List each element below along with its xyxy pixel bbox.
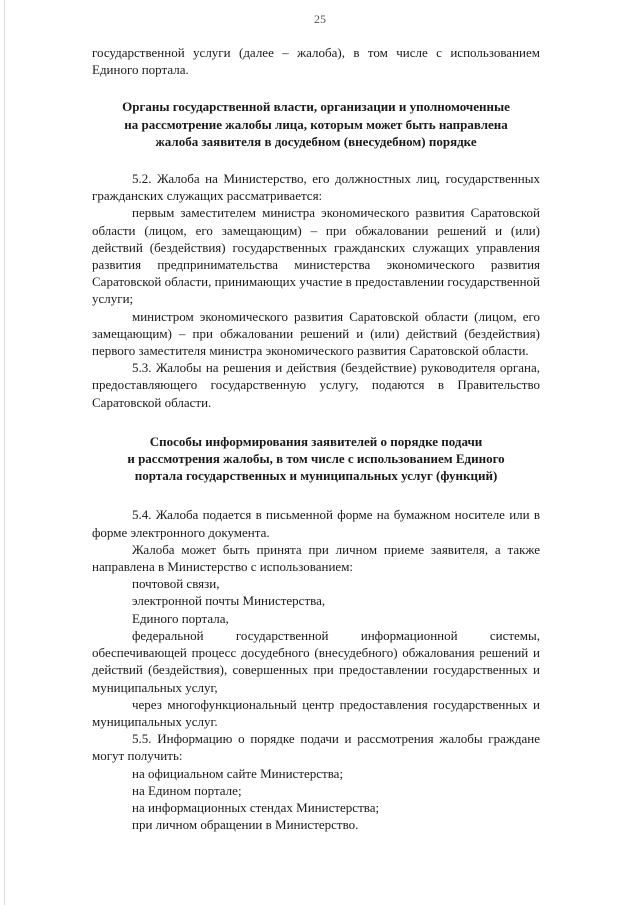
heading-line: Способы информирования заявителей о порядке подачи	[149, 433, 483, 449]
page-number: 25	[314, 12, 326, 26]
heading-line: Органы государственной власти, организации и уполномоченные	[122, 99, 510, 115]
list-item: на информационных стендах Министерства;	[132, 799, 380, 815]
paragraph-5-2: 5.2. Жалоба на Министерство, его должностных лиц, государственных гражданских служащих рассматривается:	[92, 171, 540, 204]
paragraph-5-4: 5.4. Жалоба подается в письменной форме на бумажном носителе или в форме электронного документа.	[92, 507, 540, 540]
list-item-first-deputy: первым заместителем министра экономического развития Саратовской области (лицом, его замещающим) – при обжаловании решений и (или) действий (бездействия) государственных гражданских служащих управления развития предпринимательства министерства экономического развития Саратовской области, принимающих участие в предоставлении государственной услуги;	[92, 205, 540, 307]
paragraph-submission-channels: Жалоба может быть принята при личном приеме заявителя, а также направлена в Министерство с использованием:	[92, 541, 540, 575]
section-heading-informing-methods	[92, 433, 540, 485]
list-item: почтовой связи,	[132, 576, 220, 592]
paragraph-5-5: 5.5. Информацию о порядке подачи и рассмотрения жалобы граждане могут получить:	[92, 731, 540, 764]
heading-line: и рассмотрения жалобы, в том числе с использованием Единого	[127, 451, 505, 467]
heading-line: портала государственных и муниципальных услуг (функций)	[134, 468, 498, 484]
heading-line: жалоба заявителя в досудебном (внесудебном) порядке	[155, 133, 477, 149]
list-item: электронной почты Министерства,	[132, 593, 326, 609]
page-content	[92, 44, 540, 833]
list-item: Единого портала,	[132, 610, 229, 626]
intro-paragraph: государственной услуги (далее – жалоба), в том числе с использованием Единого портала.	[92, 45, 540, 78]
list-item: через многофункциональный центр предоставления государственных и муниципальных услуг.	[92, 696, 540, 729]
list-item: на официальном сайте Министерства;	[132, 765, 344, 781]
heading-line: на рассмотрение жалобы лица, которым может быть направлена	[124, 116, 508, 132]
paragraph-5-3: 5.3. Жалобы на решения и действия (бездействие) руководителя органа, предоставляющего государственную услугу, подаются в Правительство Саратовской области.	[92, 360, 540, 410]
list-item: на Едином портале;	[132, 782, 242, 798]
list-item-minister: министром экономического развития Саратовской области (лицом, его замещающим) – при обжаловании решений и (или) действий (бездействия) первого заместителя министра экономического развития Саратовской области.	[92, 308, 540, 359]
section-heading-complaint-bodies	[92, 98, 540, 150]
list-item: при личном обращении в Министерство.	[132, 817, 359, 833]
page-edge-line	[4, 0, 5, 905]
list-item: федеральной государственной информационной системы, обеспечивающей процесс досудебного (внесудебного) обжалования решений и действий (бездействия), совершенных при предоставлении государственных и муниципальных услуг,	[92, 627, 540, 695]
